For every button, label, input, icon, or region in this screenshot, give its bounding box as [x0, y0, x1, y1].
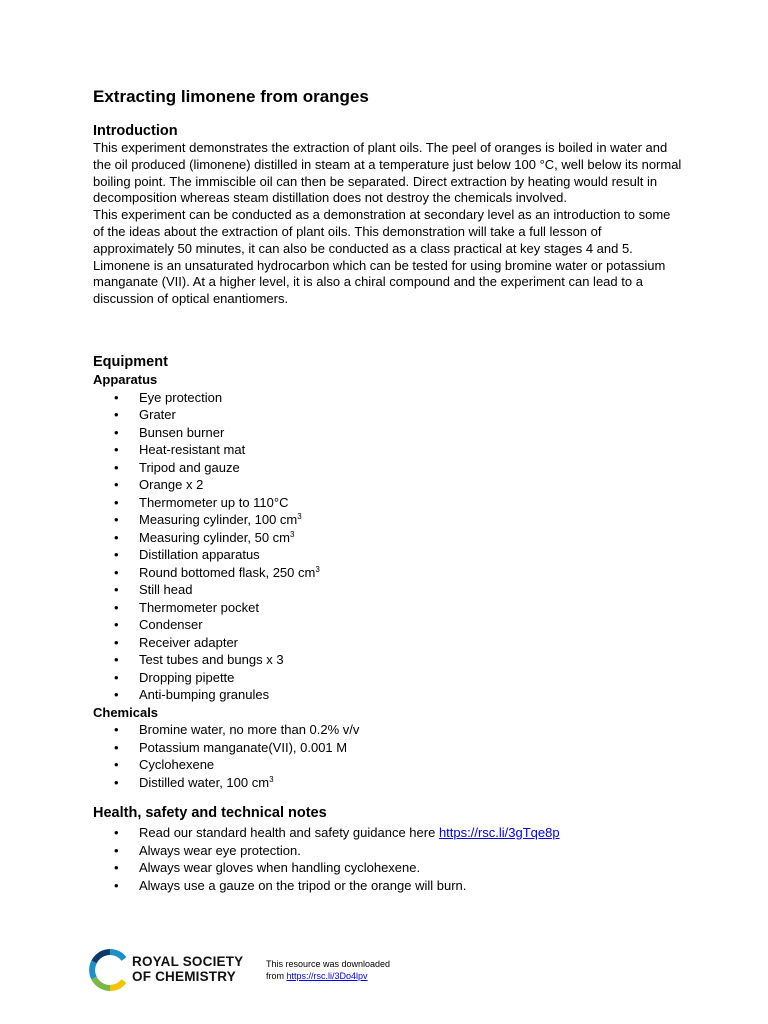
list-item-text: Distilled water, 100 cm [139, 774, 270, 790]
list-item-text: Receiver adapter [139, 634, 238, 650]
download-note [266, 958, 390, 982]
list-item-text: Eye protection [139, 389, 223, 405]
list-item [93, 564, 683, 582]
list-item-text: Distillation apparatus [139, 547, 260, 562]
list-item [93, 842, 683, 860]
list-item-text: Still head [139, 582, 193, 597]
list-item [93, 406, 683, 424]
superscript: 3 [290, 529, 295, 539]
list-item-text: Cyclohexene [139, 757, 215, 772]
list-item [93, 441, 683, 459]
list-item-text: Always wear eye protection. [139, 842, 301, 858]
intro-paragraph: Limonene is an unsaturated hydrocarbon which can be tested for using bromine water or potassium manganate (VII). At a higher level, it is also a chiral compound and the experiment can lead to a discussion of optical enantiomers. [93, 257, 666, 307]
list-item-text: Bromine water, no more than 0.2% v/v [139, 722, 360, 737]
health-safety-section [93, 805, 683, 894]
list-item [93, 774, 683, 792]
list-item [93, 721, 683, 739]
apparatus-heading: Apparatus [93, 372, 158, 387]
list-item-text: Tripod and gauze [139, 459, 240, 475]
list-item-text: Always use a gauze on the tripod or the orange will burn. [139, 877, 467, 893]
rsc-logo-wordmark [132, 954, 243, 984]
list-item [93, 739, 683, 757]
list-item [93, 546, 683, 564]
chemicals-heading: Chemicals [93, 704, 159, 720]
list-item-text: Measuring cylinder, 50 cm [139, 529, 291, 545]
list-item [93, 389, 683, 407]
list-item-text: Anti-bumping granules [139, 687, 270, 702]
list-item-text: Measuring cylinder, 100 cm [139, 512, 298, 527]
document-title: Extracting limonene from oranges [93, 87, 369, 106]
health-safety-heading: Health, safety and technical notes [93, 805, 327, 821]
superscript: 3 [297, 512, 302, 521]
list-item-text: Thermometer up to 110°C [139, 494, 289, 510]
list-item-text: Heat-resistant mat [139, 442, 246, 457]
list-item [93, 581, 683, 599]
intro-paragraph: This experiment can be conducted as a demonstration at secondary level as an introduction to some of the ideas about the extraction of plant oils. This demonstration will take a full lesson of approximately 50 minutes, it can also be conducted as a class practical at key stages 4 and 5. [93, 207, 671, 256]
list-item-text: Read our standard health and safety guidance here [139, 825, 439, 840]
superscript: 3 [269, 774, 274, 784]
list-item [93, 459, 683, 477]
equipment-section [93, 354, 683, 791]
list-item-text: Thermometer pocket [139, 599, 259, 615]
from-text: from [266, 971, 287, 981]
download-from-line [266, 970, 390, 982]
list-item [93, 756, 683, 774]
list-item [93, 476, 683, 494]
superscript: 3 [315, 564, 320, 574]
introduction-heading: Introduction [93, 123, 178, 139]
list-item-text: Always wear gloves when handling cyclohexene. [139, 860, 421, 875]
chemicals-list [93, 721, 683, 791]
download-text: This resource was downloaded [266, 959, 391, 969]
list-item [93, 634, 683, 652]
list-item-text: Grater [139, 407, 176, 422]
introduction-section [93, 123, 683, 308]
apparatus-list [93, 389, 683, 704]
list-item [93, 494, 683, 512]
equipment-heading: Equipment [93, 354, 168, 370]
list-item [93, 859, 683, 877]
footer [88, 948, 688, 998]
list-item [93, 824, 683, 842]
list-item-text: Test tubes and bungs x 3 [139, 652, 284, 667]
list-item [93, 686, 683, 704]
rsc-logo-icon [88, 948, 132, 992]
list-item-text: Condenser [139, 617, 203, 632]
list-item [93, 669, 683, 687]
health-safety-list [93, 824, 683, 894]
intro-paragraph: This experiment demonstrates the extraction of plant oils. The peel of oranges is boiled in water and the oil produced (limonene) distilled in steam at a temperature just below 100 °C, well below its normal boiling point. The immiscible oil can then be separated. Direct extraction by heating would result in decomposition whereas steam distillation does not destroy the chemicals involved. [93, 140, 682, 206]
list-item [93, 599, 683, 617]
guidance-link[interactable]: https://rsc.li/3gTqe8p [438, 825, 560, 840]
list-item-text: Dropping pipette [139, 669, 235, 685]
logo-line-1: ROYAL SOCIETY [132, 954, 244, 969]
list-item [93, 651, 683, 669]
list-item-text: Orange x 2 [139, 477, 204, 492]
logo-line-2: OF CHEMISTRY [132, 969, 236, 984]
list-item [93, 424, 683, 442]
download-link[interactable]: https://rsc.li/3Do4lpv [286, 971, 368, 981]
list-item-text: Potassium manganate(VII), 0.001 M [139, 739, 348, 755]
list-item [93, 529, 683, 547]
list-item [93, 511, 683, 529]
list-item-text: Round bottomed flask, 250 cm [139, 564, 316, 580]
list-item [93, 616, 683, 634]
list-item-text: Bunsen burner [139, 424, 225, 440]
list-item [93, 877, 683, 895]
